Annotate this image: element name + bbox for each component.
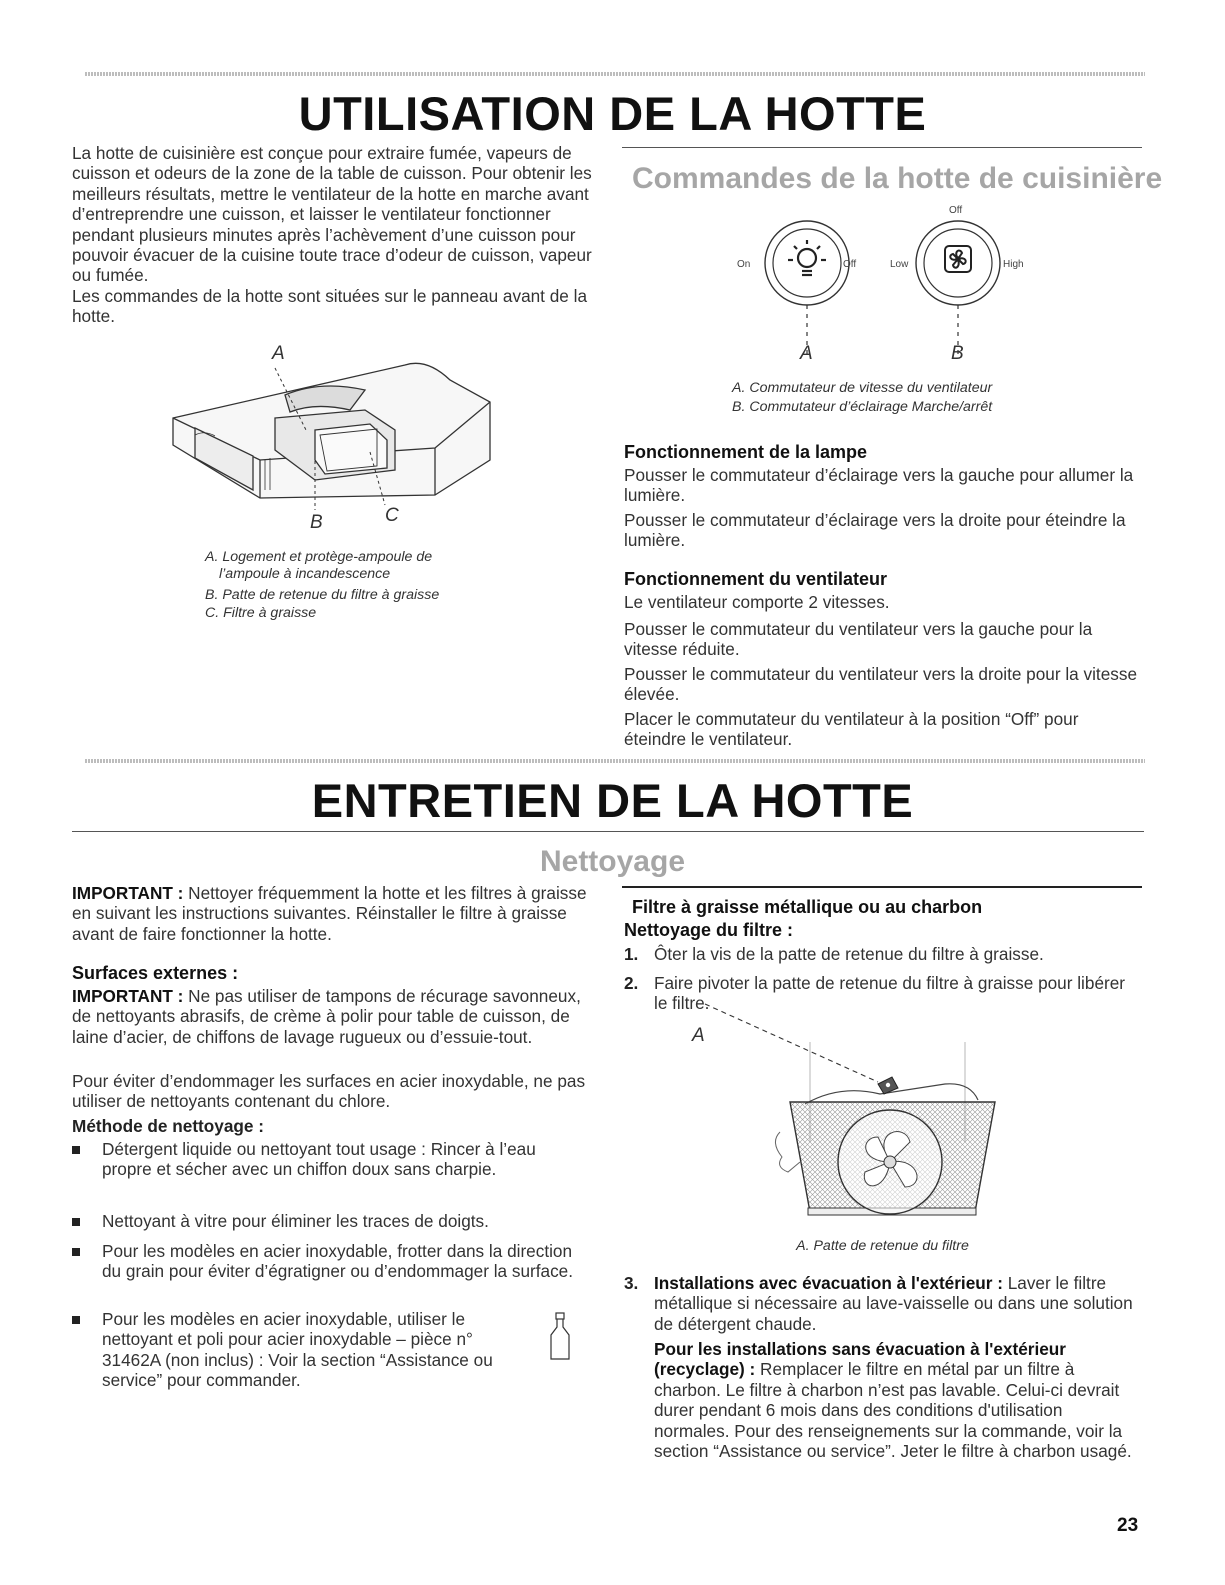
important-label: IMPORTANT : xyxy=(72,883,184,903)
step-3b-body: Remplacer le filtre en métal par un filtre à charbon. Le filtre à charbon n’est pas lavable. Celui-ci devrait durer pendant 6 mois dans des conditions d'utilisation normales. Pour des renseignements sur la commande, voir la section “Assistance ou service”. Jeter le filtre à charbon usagé. xyxy=(654,1359,1132,1462)
bullet-marker-2 xyxy=(72,1218,80,1226)
filter-title: Filtre à graisse métallique ou au charbon xyxy=(632,897,983,917)
step-3-bold: Installations avec évacuation à l'extérieur : xyxy=(654,1273,1003,1293)
fan-switch-high-label: High xyxy=(1003,259,1024,270)
bullet-item-4: Pour les modèles en acier inoxydable, utiliser le nettoyant et poli pour acier inoxydable – pièce n° 31462A (non inclus) : Voir la section “Assistance ou service” pour commander. xyxy=(102,1309,493,1391)
hood-label-c: C xyxy=(385,505,399,526)
section2-title: ENTRETIEN DE LA HOTTE xyxy=(311,774,914,827)
hood-caption-a: A. Logement et protège-ampoule de l’ampoule à incandescence xyxy=(205,549,433,582)
top-dotted-rule xyxy=(85,72,1145,76)
step-1-text: Ôter la vis de la patte de retenue du filtre à graisse. xyxy=(654,944,1044,964)
step-3b-bold: Pour les installations sans évacuation à l'extérieur (recyclage) : xyxy=(654,1339,1066,1380)
filter-cleaning-title: Nettoyage du filtre : xyxy=(624,920,794,940)
controls-title: Commandes de la hotte de cuisinière xyxy=(632,162,1163,195)
important2-paragraph xyxy=(72,986,592,1047)
lamp-paragraph-1: Pousser le commutateur d’éclairage vers la gauche pour allumer la lumière. xyxy=(624,465,1134,506)
step-3-body: Laver le filtre métallique si nécessaire au lave-vaisselle ou dans une solution de détergent chaude. xyxy=(654,1273,1133,1334)
controls-location-paragraph: Les commandes de la hotte sont situées sur le panneau avant de la hotte. xyxy=(72,286,588,327)
controls-top-rule xyxy=(622,147,1142,148)
cleaner-bottle-icon xyxy=(548,1311,572,1361)
light-switch-off-label: Off xyxy=(843,259,857,270)
important-paragraph xyxy=(72,883,592,944)
controls-caption-a: A. Commutateur de vitesse du ventilateur xyxy=(732,380,993,396)
fan-paragraph-2: Pousser le commutateur du ventilateur vers la gauche pour la vitesse réduite. xyxy=(624,619,1093,660)
important2-label: IMPORTANT : xyxy=(72,986,184,1006)
controls-caption-b: B. Commutateur d’éclairage Marche/arrêt xyxy=(732,399,993,415)
filter-top-rule xyxy=(622,886,1142,888)
fan-switch-label: B xyxy=(951,343,964,364)
hood-label-b: B xyxy=(310,512,323,533)
fan-title: Fonctionnement du ventilateur xyxy=(624,569,888,589)
light-switch-dial xyxy=(762,218,852,308)
bullet-item-1: Détergent liquide ou nettoyant tout usage : Rincer à l’eau propre et sécher avec un chiffon doux sans charpie. xyxy=(102,1139,536,1180)
filter-caption: A. Patte de retenue du filtre xyxy=(796,1238,969,1254)
section2-rule xyxy=(72,831,1144,832)
fan-icon xyxy=(945,246,971,272)
filter-illustration xyxy=(760,1022,1010,1237)
hood-caption-b: B. Patte de retenue du filtre à graisse xyxy=(205,587,440,603)
page-number: 23 xyxy=(1117,1515,1139,1536)
step-3b-text xyxy=(654,1339,1142,1461)
bullet-marker-1 xyxy=(72,1146,80,1154)
section1-title: UTILISATION DE LA HOTTE xyxy=(298,87,927,140)
surfaces-title: Surfaces externes : xyxy=(72,963,239,983)
method-title: Méthode de nettoyage : xyxy=(72,1116,264,1136)
fan-switch-low-label: Low xyxy=(890,259,909,270)
lamp-title: Fonctionnement de la lampe xyxy=(624,442,868,462)
cleaning-title: Nettoyage xyxy=(539,845,686,878)
step-3-text xyxy=(654,1273,1142,1334)
intro-paragraph: La hotte de cuisinière est conçue pour extraire fumée, vapeurs de cuisson et odeurs de la zone de la table de cuisson. Pour obtenir les meilleurs résultats, mettre le ventilateur de la hotte en marche avant d’entreprendre une cuisson, et laisser le ventilateur fonctionner pendant plusieurs minutes après l’achèvement d’une cuisson pour pouvoir évacuer de la cuisine toute trace d’odeur de cuisson, vapeur ou fumée. xyxy=(72,143,592,286)
step-1-number: 1. xyxy=(624,944,639,964)
hood-caption-c: C. Filtre à graisse xyxy=(205,605,317,621)
filter-label-a: A xyxy=(692,1025,705,1046)
light-switch-on-label: On xyxy=(737,259,751,270)
step-2-number: 2. xyxy=(624,973,639,993)
bullet-item-3: Pour les modèles en acier inoxydable, frotter dans la direction du grain pour éviter d’égratigner ou d’endommager la surface. xyxy=(102,1241,574,1282)
bullet-marker-4 xyxy=(72,1316,80,1324)
step-2-text: Faire pivoter la patte de retenue du filtre à graisse pour libérer le filtre. xyxy=(654,973,1126,1014)
important2-text: Ne pas utiliser de tampons de récurage savonneux, de nettoyants abrasifs, de crème à polir pour table de cuisson, de laine d’acier, de chiffons de lavage rugueux ou d’essuie-tout. xyxy=(72,986,581,1047)
fan-switch-off-label: Off xyxy=(949,205,963,216)
fan-paragraph-3: Pousser le commutateur du ventilateur vers la droite pour la vitesse élevée. xyxy=(624,664,1138,705)
hood-label-a: A xyxy=(272,343,285,364)
steel-paragraph: Pour éviter d’endommager les surfaces en acier inoxydable, ne pas utiliser de nettoyants contenant du chlore. xyxy=(72,1071,586,1112)
hood-illustration xyxy=(165,340,505,520)
light-switch-label: A xyxy=(800,343,813,364)
middle-dotted-rule xyxy=(85,759,1145,763)
lamp-paragraph-2: Pousser le commutateur d’éclairage vers la droite pour éteindre la lumière. xyxy=(624,510,1126,551)
light-bulb-icon xyxy=(788,240,826,275)
fan-paragraph-4: Placer le commutateur du ventilateur à la position “Off” pour éteindre le ventilateur. xyxy=(624,709,1079,750)
bullet-item-2: Nettoyant à vitre pour éliminer les traces de doigts. xyxy=(102,1211,489,1231)
fan-paragraph-1: Le ventilateur comporte 2 vitesses. xyxy=(624,592,890,612)
fan-switch-dial xyxy=(913,218,1003,308)
important-text: Nettoyer fréquemment la hotte et les filtres à graisse en suivant les instructions suivantes. Réinstaller le filtre à graisse avant de faire fonctionner la hotte. xyxy=(72,883,587,944)
step-3-number: 3. xyxy=(624,1273,639,1293)
